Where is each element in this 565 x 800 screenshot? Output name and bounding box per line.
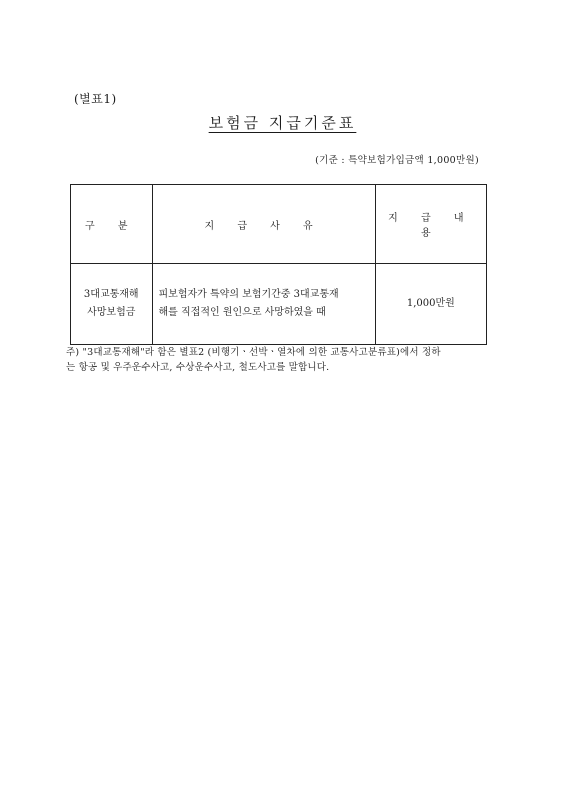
reason-line: 해를 직접적인 원인으로 사망하였을 때 (158, 307, 326, 318)
category-line: 사망보험금 (87, 307, 136, 318)
footnote (66, 345, 486, 375)
header-payment: 지 급 내 용 (375, 185, 486, 264)
footnote-line: 는 항공 및 우주운수사고, 수상운수사고, 철도사고를 말합니다. (66, 362, 330, 373)
cell-reason (152, 264, 375, 345)
header-reason: 지 급 사 유 (152, 185, 375, 264)
table-header-row (71, 185, 487, 264)
document-title (0, 112, 565, 133)
annex-label: (별표1) (74, 92, 117, 106)
cell-payment: 1,000만원 (375, 264, 486, 345)
benefit-table (70, 184, 487, 345)
document-title-text: 보험금 지급기준표 (208, 114, 357, 132)
reason-line: 피보험자가 특약의 보험기간중 3대교통재 (158, 289, 339, 300)
cell-category (71, 264, 153, 345)
category-line: 3대교통재해 (83, 289, 139, 300)
header-category: 구 분 (71, 185, 153, 264)
footnote-line: 주) "3대교통재해"라 함은 별표2 (비행기ㆍ선박ㆍ열차에 의한 교통사고분류표)에서 정하 (66, 347, 441, 358)
table-row (71, 264, 487, 345)
basis-note: (기준 : 특약보험가입금액 1,000만원) (315, 155, 479, 166)
